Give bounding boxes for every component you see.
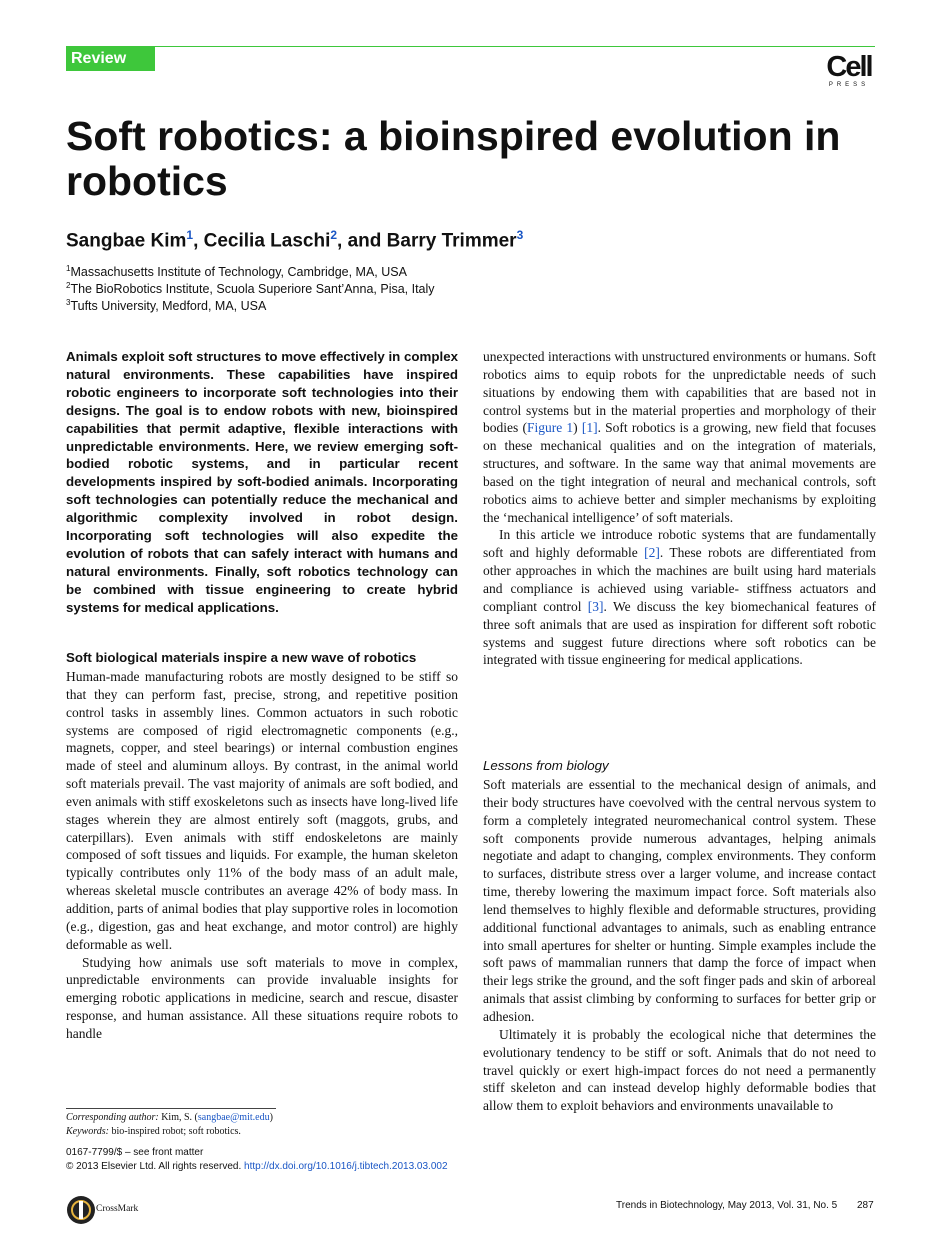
right-column-body <box>483 348 876 669</box>
paragraph: Ultimately it is probably the ecological niche that determines the evolutionary tendency to be stiff or soft. Animals that do not need to travel quickly or exert high-impact forces do not need a permanently stiff skeleton and can instead develop highly deformable bodies that allow them to exploit behaviors and environments unavailable to <box>483 1026 876 1114</box>
doi-link[interactable]: http://dx.doi.org/10.1016/j.tibtech.2013.03.002 <box>244 1161 448 1172</box>
reference-link[interactable]: [2] <box>644 545 660 561</box>
author-name: Sangbae Kim <box>66 230 187 252</box>
paragraph: Soft materials are essential to the mechanical design of animals, and their body structures have coevolved with the central nervous system to form a completely integrated neuromechanical control system. These soft components provide numerous advantages, helping animals negotiate and adapt to changing, complex environments. They conform to surfaces, distribute stress over a larger volume, and increase contact time, thereby lowering the maximum impact force. Soft materials also lend themselves to highly flexible and deformable structures, providing additional functional advantages to animals, such as enabling entrance into small apertures for shelter or hunting. Simple examples include the soft paws of mammalian runners that damp the force of impact when their legs strike the ground, and the soft finger pads and skin of arboreal animals that assist climbing by conforming to surfaces for better grip or adhesion. <box>483 777 876 1024</box>
author-list <box>66 228 523 252</box>
affiliation: $^1$Massachusetts Institute of Technology, Cambridge, MA, USA <box>66 264 407 280</box>
left-column-body <box>66 668 458 1043</box>
footnote-divider <box>66 1108 276 1109</box>
paragraph: Human-made manufacturing robots are mostly designed to be stiff so that they can perform fast, precise, strong, and repetitive position control tasks in assembly lines. Common actuators in such robotic systems are composed of rigid electromagnetic components (e.g., magnets, copper, and steel bearings) or internal combustion engines made of steel and aluminum alloys. By contrast, in the animal world soft materials prevail. The vast majority of animals are soft bodied, and even animals with stiff exoskeletons such as insects have long-lived life stages wherein they are almost entirely soft (maggots, grubs, and caterpillars). Even animals with stiff endoskeletons are mainly composed of soft tissues and liquids. For example, the human skeleton typically contributes only 11% of the body mass of an adult male, whereas skeletal muscle contributes an average 42% of body mass. In addition, parts of animal bodies that play supportive roles in locomotion (e.g., digestion, gas and heat exchange, and motor control) are highly deformable as well. <box>66 669 458 952</box>
article-title: Soft robotics: a bioinspired evolution in robotics <box>66 113 841 204</box>
corresponding-author-note: Corresponding author: Kim, S. (sangbae@mit.edu) <box>66 1112 273 1123</box>
email-link[interactable]: sangbae@mit.edu <box>197 1112 270 1123</box>
paragraph: In this article we introduce robotic systems that are fundamentally soft and highly deformable [2]. These robots are differentiated from other approaches in which the machines are built using hard materials and compliance is achieved using variable- stiffness actuators and compliant control [3]. We discuss the key biomechanical features of three soft animals that are used as inspiration for different soft robotic systems and suggest future directions where soft robotics can be integrated with tissue engineering for medical applications. <box>483 527 876 668</box>
issn-note: 0167-7799/$ – see front matter <box>66 1147 204 1158</box>
copyright-note: © 2013 Elsevier Ltd. All rights reserved. http://dx.doi.org/10.1016/j.tibtech.2013.03.002 <box>66 1161 448 1172</box>
subsection-heading: Lessons from biology <box>483 758 609 773</box>
author-affiliation-marker[interactable]: 2 <box>330 228 338 242</box>
figure-link[interactable]: Figure 1 <box>526 420 574 436</box>
author-name: Barry Trimmer <box>386 230 517 252</box>
header-rule <box>155 46 875 47</box>
author-affiliation-marker[interactable]: 3 <box>516 228 524 242</box>
crossmark-icon[interactable] <box>66 1195 96 1225</box>
affiliation: $^2$The BioRobotics Institute, Scuola Superiore Sant’Anna, Pisa, Italy <box>66 281 435 297</box>
logo-sub: PRESS <box>828 82 870 88</box>
affiliation: $^3$Tufts University, Medford, MA, USA <box>66 298 267 314</box>
section-tag: Review <box>66 46 155 71</box>
logo-word: Cell <box>826 51 872 83</box>
paragraph: unexpected interactions with unstructured environments or humans. Soft robotics aims to equip robots for the unpredictable needs of such situations by endowing them with capabilities that are based not in control systems but in the material properties and morphology of their bodies (Figure 1) [1]. Soft robotics is a growing, new field that focuses on these mechanical qualities and on the integration of materials, structures, and software. In the same way that animal movements are based on the tight integration of neural and mechanical controls, soft robotics aims to achieve better and simpler mechanisms by exploiting the ‘mechanical intelligence’ of soft materials. <box>483 349 877 525</box>
reference-link[interactable]: [3] <box>587 598 604 614</box>
reference-link[interactable]: [1] <box>581 420 598 436</box>
author-separator: , and <box>337 230 387 252</box>
author-name: Cecilia Laschi <box>203 230 331 252</box>
abstract: Animals exploit soft structures to move effectively in complex natural environments. These capabilities have inspired robotic engineers to incorporate soft technologies into their designs. The goal is to endow robots with new, bioinspired capabilities that permit adaptive, flexible interactions with unpredictable environments. Here, we review emerging soft-bodied robotic systems, and in particular recent developments inspired by soft-bodied animals. Incorporating soft technologies can potentially reduce the mechanical and algorithmic complexity involved in robot design. Incorporating soft technologies will also expedite the evolution of robots that can safely interact with humans and natural environments. Finally, soft robotics technology can be combined with tissue engineering to create hybrid systems for medical applications. <box>66 349 458 615</box>
author-separator: , <box>193 230 204 252</box>
paragraph: Studying how animals use soft materials to move in complex, unpredictable environments can provide invaluable insights for emerging robotic applications in medicine, search and rescue, disaster response, and human assistance. All these situations require robots to handle <box>66 954 458 1041</box>
keywords-note: Keywords: bio-inspired robot; soft robotics. <box>66 1126 241 1137</box>
publisher-logo <box>822 52 876 89</box>
page-number: 287 <box>857 1200 874 1211</box>
section-heading: Soft biological materials inspire a new wave of robotics <box>66 650 417 665</box>
author-affiliation-marker[interactable]: 1 <box>186 228 194 242</box>
journal-citation: Trends in Biotechnology, May 2013, Vol. 31, No. 5 <box>616 1200 838 1211</box>
crossmark-label[interactable]: CrossMark <box>96 1204 139 1214</box>
lessons-body <box>483 776 876 1115</box>
